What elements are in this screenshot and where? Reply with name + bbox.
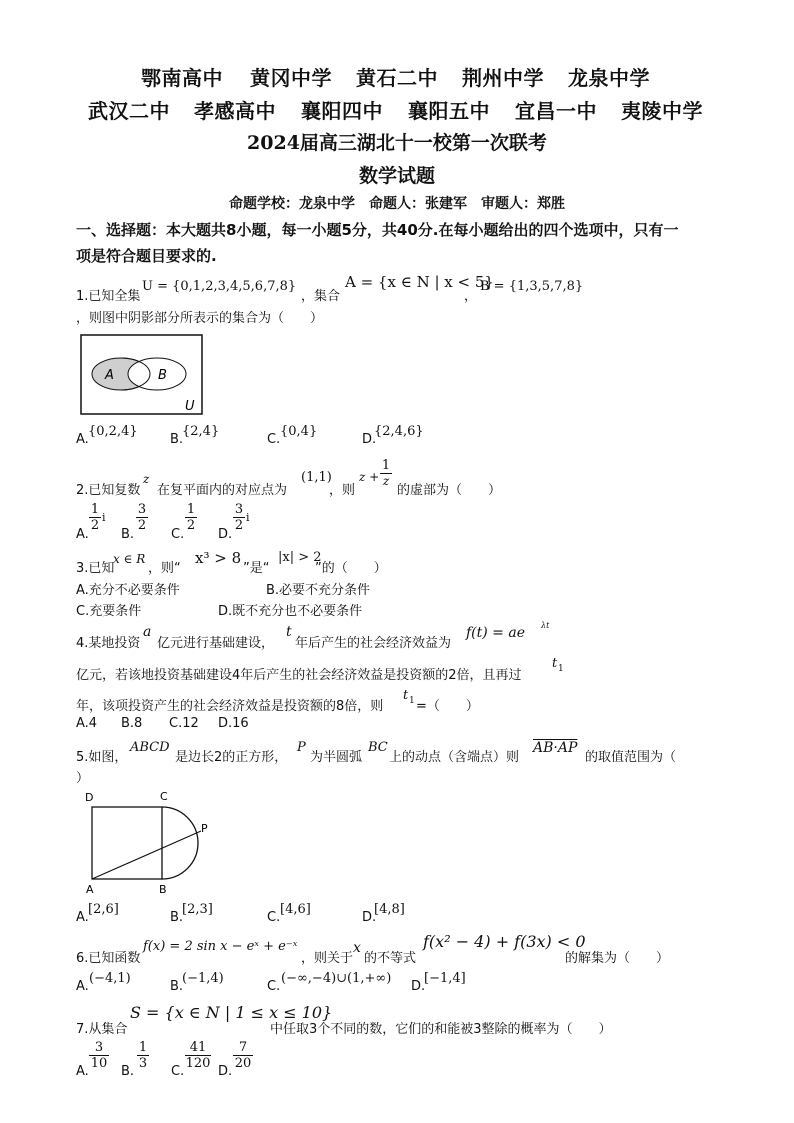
fraction-numerator: 3 (234, 502, 244, 517)
imag-unit: i (102, 511, 106, 524)
option-text: A.4 (76, 716, 98, 731)
option-text: C.充要条件 (76, 604, 142, 619)
option-label: A. (76, 910, 89, 925)
math-var: t (403, 688, 409, 703)
option-value: {2,4,6} (374, 424, 424, 439)
set-a-label: A (105, 368, 114, 383)
school-name: 宜昌一中 (515, 99, 597, 123)
venn-diagram (80, 334, 204, 416)
option-label: D. (362, 910, 377, 925)
set-b-ellipse (128, 358, 186, 390)
question-text: 3.已知 (76, 561, 115, 576)
option-label: B. (121, 527, 135, 542)
math-expression: BC (368, 740, 388, 755)
fraction-denominator: 2 (137, 518, 147, 533)
question-text: 7.从集合 (76, 1022, 128, 1037)
school-name: 襄阳五中 (408, 99, 490, 123)
question-text: 在复平面内的对应点为 (157, 483, 288, 498)
school-name: 襄阳四中 (301, 99, 383, 123)
section-instructions: 项是符合题目要求的. (76, 247, 217, 265)
question-text: 的虚部为（ ） (397, 483, 502, 498)
school-name: 黄石二中 (356, 66, 438, 90)
question-text: 上的动点（含端点）则 (389, 750, 520, 765)
option-label: C. (267, 432, 281, 447)
point-p-label: P (201, 822, 208, 835)
question-text: =（ ） (416, 699, 479, 714)
question-text: 2.已知复数 (76, 483, 141, 498)
point-d-label: D (85, 791, 94, 804)
school-name: 孝感高中 (194, 99, 276, 123)
math-expression: z + (359, 470, 380, 484)
question-text: 亿元进行基础建设， (157, 636, 275, 651)
question-text: 5.如图， (76, 750, 128, 765)
question-text: 是边长2的正方形， (175, 750, 288, 765)
fraction-denominator: 10 (90, 1056, 108, 1071)
fraction-denominator: 120 (185, 1056, 211, 1071)
question-text: ，则 (329, 483, 356, 498)
question-text: 年，该项投资产生的社会经济效益是投资额的8倍，则 (76, 699, 384, 714)
point-b-label: B (159, 883, 167, 896)
option-fraction (233, 1040, 253, 1071)
option-label: D. (362, 432, 377, 447)
question-text: ”是“ (243, 561, 270, 576)
math-var: P (297, 740, 306, 755)
option-text: B.必要不充分条件 (266, 583, 371, 598)
option-label: C. (171, 527, 185, 542)
option-text: B.8 (121, 716, 143, 731)
math-expression: A = {x ∈ N | x < 5} (345, 273, 494, 291)
math-expression: x³ > 8 (195, 549, 242, 567)
question-text: ”的（ ） (315, 561, 387, 576)
question-text: 年后产生的社会经济效益为 (295, 636, 452, 651)
math-expression: f(x² − 4) + f(3x) < 0 (423, 932, 586, 951)
option-fraction (89, 1040, 109, 1071)
math-expression: B = {1,3,5,7,8} (480, 279, 584, 294)
question-text: 的不等式 (364, 951, 417, 966)
option-label: B. (170, 432, 184, 447)
fraction-numerator: 1 (186, 502, 196, 517)
question-text: ，则“ (148, 561, 181, 576)
subject-title: 数学试题 (358, 165, 435, 187)
exam-title: 2024届高三湖北十一校第一次联考 (247, 132, 547, 154)
option-text: D.16 (218, 716, 249, 731)
option-value: [−1,4] (424, 971, 466, 986)
option-fraction (137, 1040, 149, 1071)
imag-unit: i (246, 511, 250, 524)
math-expression: ABCD (130, 740, 170, 755)
fraction-numerator: 7 (238, 1040, 248, 1055)
option-value: [2,6] (88, 902, 119, 917)
math-expression: S = {x ∈ N | 1 ≤ x ≤ 10} (130, 1003, 333, 1022)
option-fraction (185, 502, 197, 533)
point-c-label: C (160, 790, 168, 803)
math-expression: f(x) = 2 sin x − eˣ + e⁻ˣ (143, 939, 298, 954)
school-name: 龙泉中学 (568, 66, 650, 90)
math-expression: (1,1) (301, 470, 332, 485)
math-expression: x ∈ R (113, 552, 146, 566)
option-text: C.12 (169, 716, 199, 731)
fraction-denominator: z (380, 473, 392, 489)
fraction-denominator: 3 (138, 1056, 148, 1071)
fraction-denominator: 2 (90, 518, 100, 533)
semicircle-arc (162, 807, 198, 879)
option-value: (−1,4) (182, 971, 224, 986)
option-text: A.充分不必要条件 (76, 583, 180, 598)
option-fraction (89, 502, 101, 533)
fraction-denominator: 20 (234, 1056, 252, 1071)
option-value: {0,2,4} (88, 424, 138, 439)
school-name: 夷陵中学 (621, 99, 703, 123)
math-var: t (552, 656, 558, 671)
fraction-denominator: 2 (234, 518, 244, 533)
school-name: 荆州中学 (462, 66, 544, 90)
option-label: C. (267, 910, 281, 925)
math-subscript: 1 (558, 664, 564, 674)
question-text: 的解集为（ ） (565, 951, 670, 966)
option-label: A. (76, 1064, 89, 1079)
question-text: 为半圆弧 (310, 750, 363, 765)
question-text: 中任取3个不同的数，它们的和能被3整除的概率为（ ） (270, 1022, 612, 1037)
math-var: a (143, 624, 152, 640)
question-text: 亿元，若该地投资基础建设4年后产生的社会经济效益是投资额的2倍，且再过 (76, 668, 522, 683)
school-name: 武汉二中 (88, 99, 170, 123)
square-abcd (92, 807, 162, 879)
math-expression: U = {0,1,2,3,4,5,6,7,8} (142, 279, 297, 294)
math-expression: |x| > 2 (278, 550, 322, 565)
fraction-denominator: 2 (186, 518, 196, 533)
math-var: x (353, 940, 361, 956)
option-label: C. (171, 1064, 185, 1079)
section-instructions: 一、选择题：本大题共8小题，每一小题5分，共40分.在每小题给出的四个选项中，只有一 (76, 221, 679, 239)
option-fraction (136, 502, 148, 533)
option-label: A. (76, 527, 89, 542)
option-label: B. (170, 979, 184, 994)
fraction-numerator: 1 (90, 502, 100, 517)
option-value: [4,6] (280, 902, 311, 917)
question-text: ，则关于 (301, 951, 354, 966)
option-label: A. (76, 979, 89, 994)
math-fraction (380, 458, 392, 489)
fraction-numerator: 3 (137, 502, 147, 517)
question-text: ，集合 (301, 289, 341, 304)
math-var: z (143, 472, 150, 486)
question-text: 1.已知全集 (76, 289, 141, 304)
math-exponent: λt (541, 621, 550, 630)
setter-line: 命题学校：龙泉中学 命题人：张建军 审题人：郑胜 (229, 196, 565, 212)
option-value: [4,8] (374, 902, 405, 917)
option-value: (−∞,−4)∪(1,+∞) (281, 971, 392, 986)
option-label: D. (411, 979, 426, 994)
option-fraction (233, 502, 245, 533)
math-expression: f(t) = ae (466, 625, 525, 641)
question-text: 4.某地投资 (76, 636, 141, 651)
option-label: D. (218, 527, 233, 542)
math-subscript: 1 (409, 696, 415, 706)
option-fraction (185, 1040, 211, 1071)
vector-expression: AB·AP (533, 740, 578, 756)
set-b-label: B (158, 368, 167, 383)
question-text: 6.已知函数 (76, 951, 141, 966)
option-label: A. (76, 432, 89, 447)
option-value: [2,3] (182, 902, 213, 917)
option-label: B. (121, 1064, 135, 1079)
math-var: t (286, 624, 292, 640)
option-text: D.既不充分也不必要条件 (218, 604, 363, 619)
option-value: (−4,1) (89, 971, 131, 986)
option-value: {2,4} (182, 424, 220, 439)
question-text: 的取值范围为（ (585, 750, 677, 765)
option-label: B. (170, 910, 184, 925)
option-value: {0,4} (280, 424, 318, 439)
fraction-numerator: 1 (138, 1040, 148, 1055)
option-label: D. (218, 1064, 233, 1079)
option-label: C. (267, 979, 281, 994)
square-semicircle-figure (82, 789, 222, 897)
fraction-numerator: 3 (94, 1040, 104, 1055)
fraction-numerator: 41 (189, 1040, 207, 1055)
school-name: 鄂南高中 (141, 66, 223, 90)
school-name: 黄冈中学 (250, 66, 332, 90)
question-text: ， (464, 289, 478, 304)
point-a-label: A (86, 883, 94, 896)
question-text: ） (76, 771, 90, 786)
fraction-numerator: 1 (381, 458, 391, 473)
universal-label: U (185, 399, 195, 414)
question-text: ，则图中阴影部分所表示的集合为（ ） (76, 311, 324, 326)
